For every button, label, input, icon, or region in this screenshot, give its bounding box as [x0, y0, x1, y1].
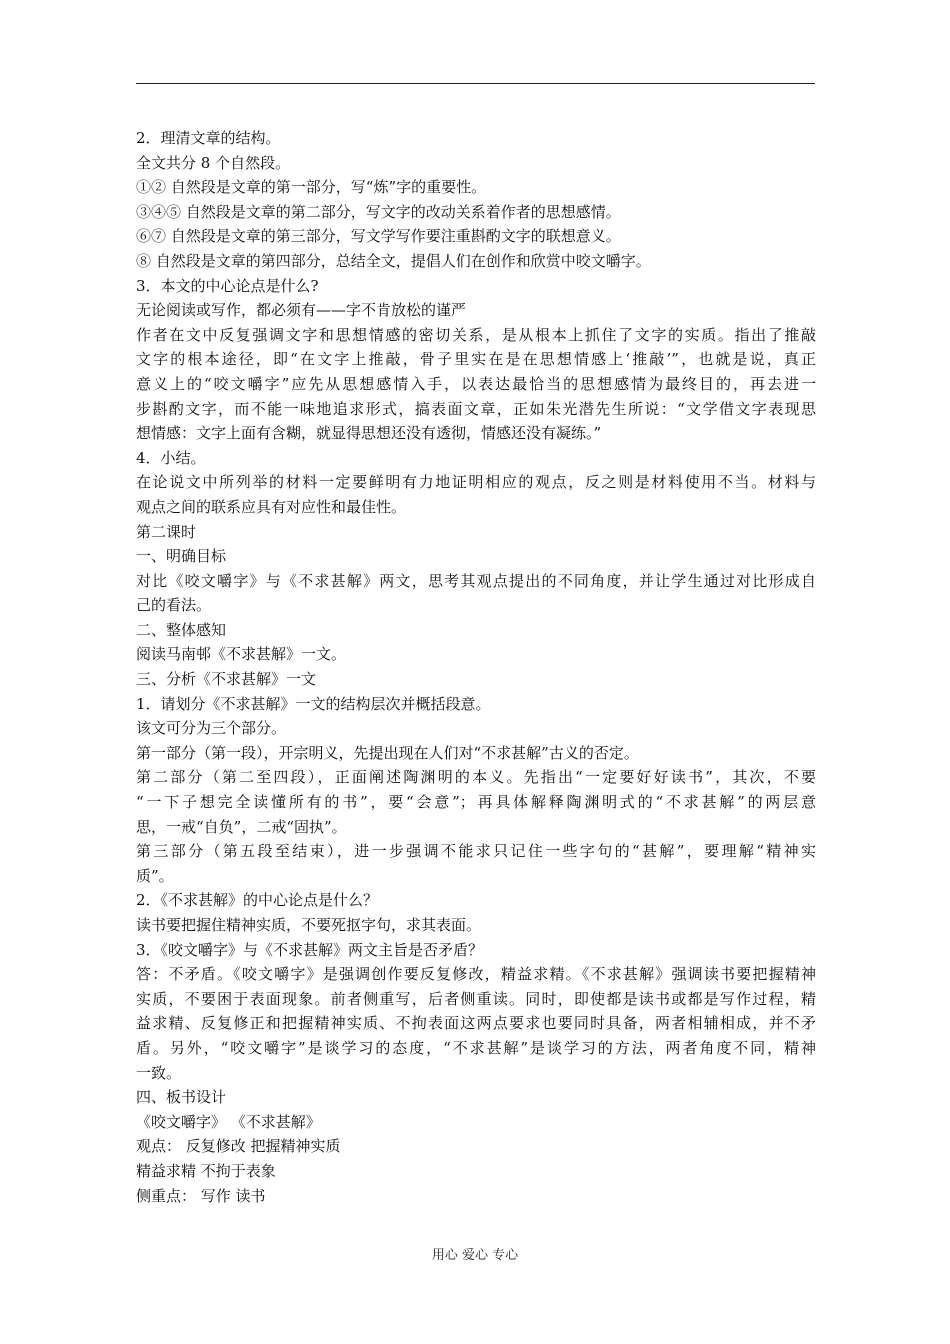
text-line: 阅读马南邨《不求甚解》一文。: [136, 645, 347, 664]
text-line: ⑧ 自然段是文章的第四部分，总结全文，提倡人们在创作和欣赏中咬文嚼字。: [136, 251, 651, 270]
text-line: 第二课时: [136, 522, 197, 541]
text-line: 意义上的“咬文嚼字”应先从思想感情入手，以表达最恰当的思想感情为最终目的，再去进一: [136, 374, 816, 393]
text-line: 质”。: [136, 866, 174, 885]
text-line: 一致。: [136, 1063, 182, 1082]
text-line: 对比《咬文嚼字》与《不求甚解》两文，思考其观点提出的不同角度，并让学生通过对比形成自: [136, 571, 816, 590]
text-line: “一下子想完全读懂所有的书”，要“会意”；再具体解释陶渊明式的“不求甚解”的两层意: [136, 793, 816, 812]
text-line: 思，一戒“自负”，二戒“固执”。: [136, 817, 347, 836]
text-line: 实质，不要困于表面现象。前者侧重写，后者侧重读。同时，即使都是读书或都是写作过程，精: [136, 989, 816, 1008]
text-line: 三、分析《不求甚解》一文: [136, 670, 317, 689]
text-line: 己的看法。: [136, 596, 212, 615]
text-line: 观点之间的联系应具有对应性和最佳性。: [136, 497, 407, 516]
text-line: 3．《咬文嚼字》与《不求甚解》两文主旨是否矛盾？: [136, 940, 484, 959]
text-line: 2．理清文章的结构。: [136, 129, 281, 147]
text-line: 想情感：文字上面有含糊，就显得思想还没有透彻，情感还没有凝练。”: [136, 424, 602, 443]
text-line: 第三部分（第五段至结束），进一步强调不能求只记住一些字句的“甚解”，要理解“精神实: [136, 842, 816, 861]
text-line: 《咬文嚼字》 《不求甚解》: [136, 1112, 321, 1131]
text-line: 读书要把握住精神实质，不要死抠字句，求其表面。: [136, 916, 482, 934]
text-line: 二、整体感知: [136, 620, 227, 639]
text-line: 3．本文的中心论点是什么?: [136, 276, 319, 295]
text-line: 在论说文中所列举的材料一定要鲜明有力地证明相应的观点，反之则是材料使用不当。材料与: [136, 473, 816, 492]
text-line: 2．《不求甚解》的中心论点是什么？: [136, 891, 379, 910]
text-line: 全文共分 8 个自然段。: [136, 153, 291, 172]
text-line: 第二部分（第二至四段），正面阐述陶渊明的本义。先指出“一定要好好读书”，其次，不要: [136, 768, 816, 787]
text-line: 无论阅读或写作，都必须有——字不肯放松的谨严: [136, 301, 467, 320]
header-rule: [136, 83, 815, 84]
text-line: 文字的根本途径，即“在文字上推敲，骨子里实在是在思想情感上‘推敲’”，也就是说，真正: [136, 350, 816, 369]
text-line: 该文可分为三个部分。: [136, 719, 287, 738]
text-line: 四、板书设计: [136, 1088, 227, 1107]
text-line: 步斟酌文字，而不能一味地追求形式，搞表面文章，正如朱光潜先生所说：“文学借文字表现思: [136, 399, 816, 418]
text-line: 4．小结。: [136, 448, 206, 467]
text-line: 观点： 反复修改 把握精神实质: [136, 1137, 341, 1156]
text-line: 精益求精 不拘于表象: [136, 1161, 276, 1180]
text-line: 答：不矛盾。《咬文嚼字》是强调创作要反复修改，精益求精。《不求甚解》强调读书要把握精神: [136, 965, 816, 984]
text-line: 一、明确目标: [136, 547, 227, 566]
document-body: [136, 126, 816, 1208]
text-line: 侧重点： 写作 读书: [136, 1186, 266, 1205]
text-line: 盾。另外，“咬文嚼字”是谈学习的态度，“不求甚解”是谈学习的方法，两者角度不同，精神: [136, 1038, 816, 1057]
text-line: 1．请划分《不求甚解》一文的结构层次并概括段意。: [136, 694, 491, 713]
text-line: ①② 自然段是文章的第一部分，写“炼”字的重要性。: [136, 178, 487, 197]
text-line: ⑥⑦ 自然段是文章的第三部分，写文学写作要注重斟酌文字的联想意义。: [136, 227, 621, 246]
text-line: 第一部分（第一段），开宗明义，先提出现在人们对“不求甚解”古义的否定。: [136, 743, 639, 762]
text-line: 作者在文中反复强调文字和思想情感的密切关系，是从根本上抓住了文字的实质。指出了推敲: [136, 325, 816, 344]
page-footer: 用心 爱心 专心: [431, 1248, 519, 1263]
text-line: 益求精、反复修正和把握精神实质、不拘表面这两点要求也要同时具备，两者相辅相成，并不矛: [136, 1014, 816, 1033]
text-line: ③④⑤ 自然段是文章的第二部分，写文字的改动关系着作者的思想感情。: [136, 202, 621, 221]
